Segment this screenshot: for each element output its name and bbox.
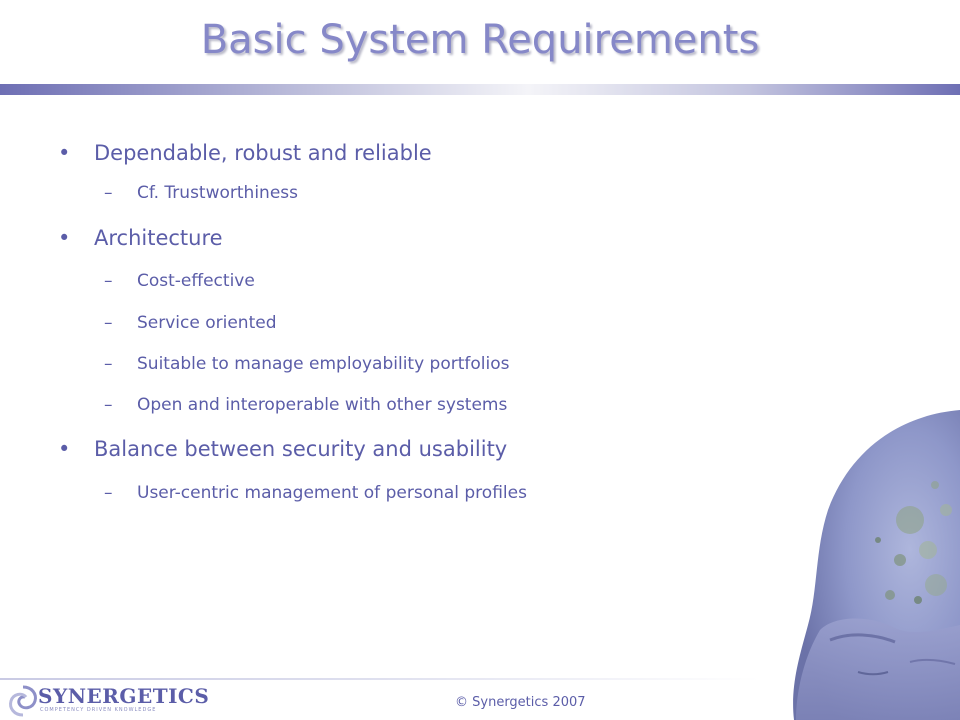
sub-bullet-dash: – [104, 313, 113, 333]
bullet-dot: • [58, 437, 71, 461]
copyright-text: © Synergetics 2007 [455, 695, 586, 710]
sub-bullet-dash: – [104, 183, 113, 203]
slide-title: Basic System Requirements [200, 17, 760, 63]
sub-bullet-dash: – [104, 483, 113, 503]
sub-bullet-text: Suitable to manage employability portfolios [137, 354, 510, 374]
swirl-icon [6, 684, 40, 718]
sub-bullet-text: Cost-effective [137, 271, 255, 291]
head-illustration [760, 400, 960, 720]
logo-wordmark: SYNERGETICS [38, 684, 210, 708]
bullet-dot: • [58, 226, 71, 250]
sub-bullet-dash: – [104, 271, 113, 291]
sub-bullet-text: Service oriented [137, 313, 277, 333]
bullet-dot: • [58, 141, 71, 165]
bullet-text: Balance between security and usability [94, 437, 508, 461]
bullet-text: Architecture [94, 226, 223, 250]
sub-bullet-dash: – [104, 354, 113, 374]
sub-bullet-text: Open and interoperable with other systems [137, 395, 508, 415]
logo-tagline: COMPETENCY DRIVEN KNOWLEDGE [40, 707, 157, 713]
synergetics-logo [0, 680, 210, 720]
sub-bullet-text: User-centric management of personal profiles [137, 483, 527, 503]
sub-bullet-dash: – [104, 395, 113, 415]
sub-bullet-text: Cf. Trustworthiness [137, 183, 299, 203]
bullet-text: Dependable, robust and reliable [94, 141, 432, 165]
